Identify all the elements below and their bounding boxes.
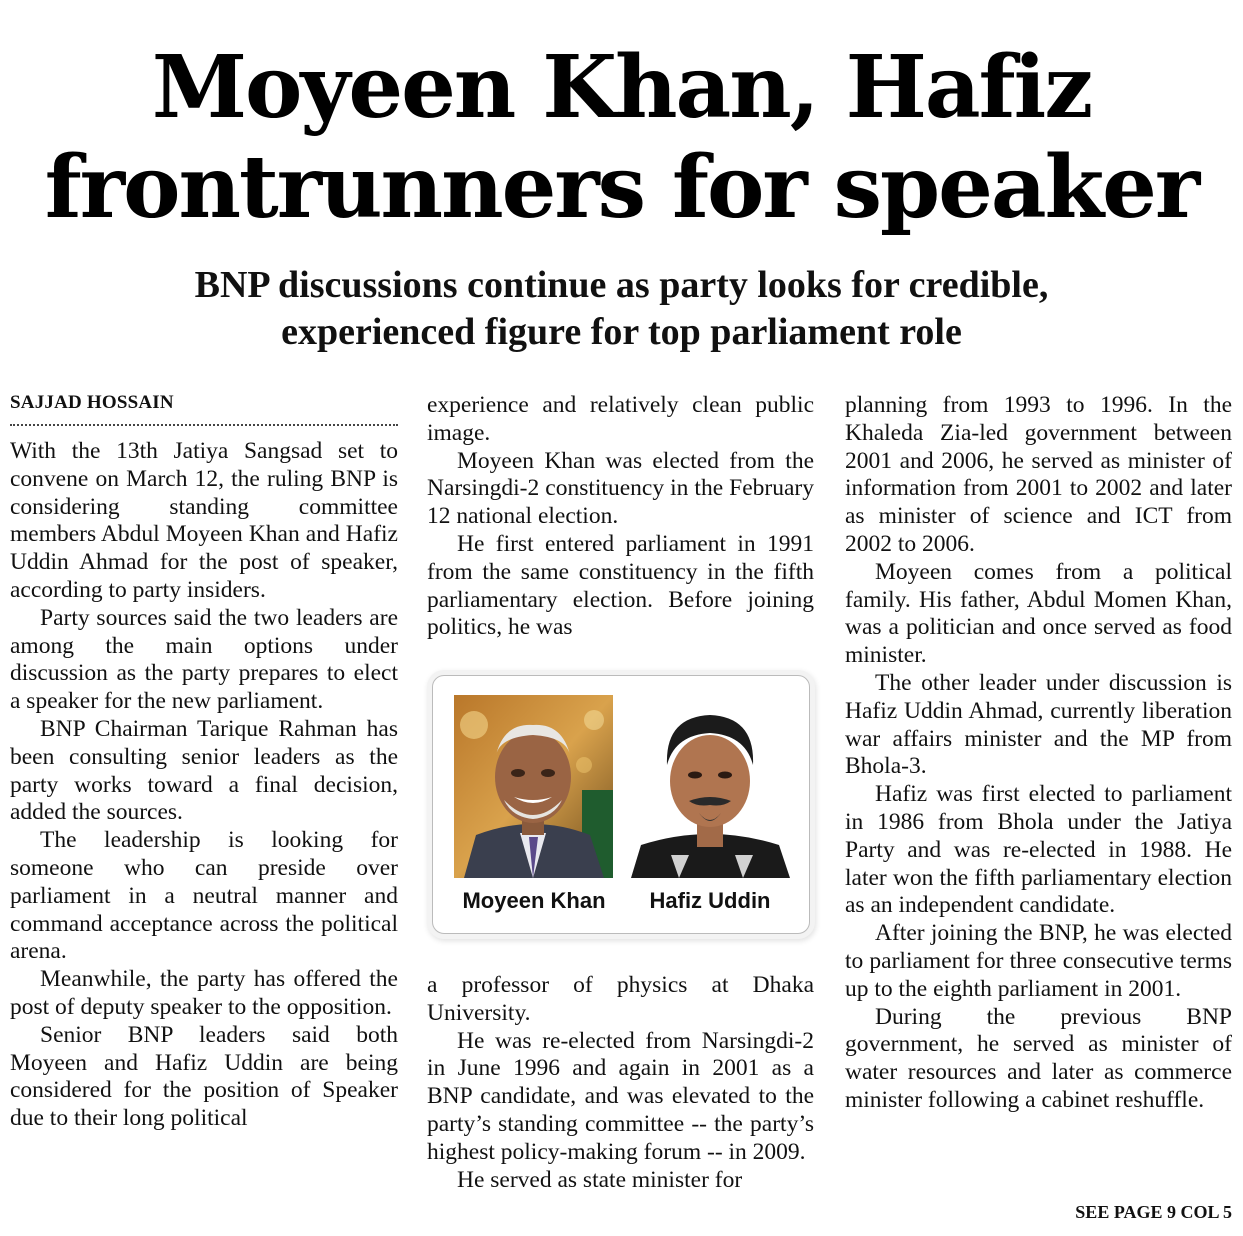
paragraph: He first entered parliament in 1991 from the same constituency in the fifth parliamentary election. Before joining politics, he was <box>427 530 814 641</box>
article-column-2-bottom <box>427 972 814 1194</box>
hafiz-uddin-photo <box>631 695 790 878</box>
paragraph: a professor of physics at Dhaka University. <box>427 972 814 1026</box>
photo-box <box>432 675 810 934</box>
paragraph: Hafiz was first elected to parliament in 1986 from Bhola under the Jatiya Party and was re-elected in 1988. He later won the fifth parliamentary election as an independent candidate. <box>845 781 1232 919</box>
paragraph: planning from 1993 to 1996. In the Khaleda Zia-led government between 2001 and 2006, he served as minister of information from 2001 to 2002 and later as minister of science and ICT from 2002 to 2006. <box>845 392 1232 557</box>
column-1-text <box>10 438 398 1133</box>
article-column-2-top <box>427 392 814 642</box>
paragraph: After joining the BNP, he was elected to parliament for three consecutive terms up to the eighth parliament in 2001. <box>845 920 1232 1002</box>
headline-line-2: frontrunners for speaker <box>44 137 1199 238</box>
paragraph: BNP Chairman Tarique Rahman has been consulting senior leaders as the party works toward a final decision, added the sources. <box>10 715 398 826</box>
byline: SAJJAD HOSSAIN <box>10 392 398 426</box>
paragraph: The leadership is looking for someone who can preside over parliament in a neutral manner and command acceptance across the political arena. <box>10 827 398 965</box>
paragraph: Meanwhile, the party has offered the post of deputy speaker to the opposition. <box>10 966 398 1020</box>
headline-line-1: Moyeen Khan, Hafiz <box>151 37 1092 138</box>
moyeen-khan-photo <box>454 695 613 878</box>
jump-line: SEE PAGE 9 COL 5 <box>1075 1202 1232 1222</box>
paragraph: experience and relatively clean public image. <box>427 392 814 446</box>
photo-caption-hafiz-uddin: Hafiz Uddin <box>649 888 771 913</box>
hafiz-uddin-portrait-image <box>631 695 790 878</box>
paragraph: Moyeen Khan was elected from the Narsingdi-2 constituency in the February 12 national election. <box>427 447 814 530</box>
paragraph: Party sources said the two leaders are among the main options under discussion as the party prepares to elect a speaker for the new parliament. <box>10 604 398 715</box>
paragraph: He served as state minister for <box>457 1166 743 1193</box>
subheadline <box>0 262 1243 356</box>
article-column-3 <box>845 392 1232 1115</box>
paragraph: Moyeen comes from a political family. His father, Abdul Momen Khan, was a politician and once served as food minister. <box>845 558 1232 669</box>
paragraph: He was re-elected from Narsingdi-2 in June 1996 and again in 2001 as a BNP candidate, and was elevated to the party’s standing committee -- the party’s highest policy-making forum -- in 2009. <box>427 1027 814 1165</box>
headline <box>0 38 1243 238</box>
paragraph: During the previous BNP government, he served as minister of water resources and later as commerce minister following a cabinet reshuffle. <box>845 1003 1232 1113</box>
paragraph: The other leader under discussion is Hafiz Uddin Ahmad, currently liberation war affairs minister and the MP from Bhola-3. <box>845 669 1232 780</box>
moyeen-khan-portrait-image <box>454 695 613 878</box>
subheadline-line-2: experienced figure for top parliament role <box>281 311 962 353</box>
paragraph: Senior BNP leaders said both Moyeen and Hafiz Uddin are being considered for the position of Speaker due to their long political <box>10 1021 398 1132</box>
article-column-1 <box>10 392 398 1133</box>
paragraph: With the 13th Jatiya Sangsad set to convene on March 12, the ruling BNP is considering standing committee members Abdul Moyeen Khan and Hafiz Uddin Ahmad for the post of speaker, according to party insiders. <box>10 438 398 603</box>
subheadline-line-1: BNP discussions continue as party looks for credible, <box>194 264 1049 306</box>
photo-caption-moyeen-khan: Moyeen Khan <box>462 888 606 913</box>
